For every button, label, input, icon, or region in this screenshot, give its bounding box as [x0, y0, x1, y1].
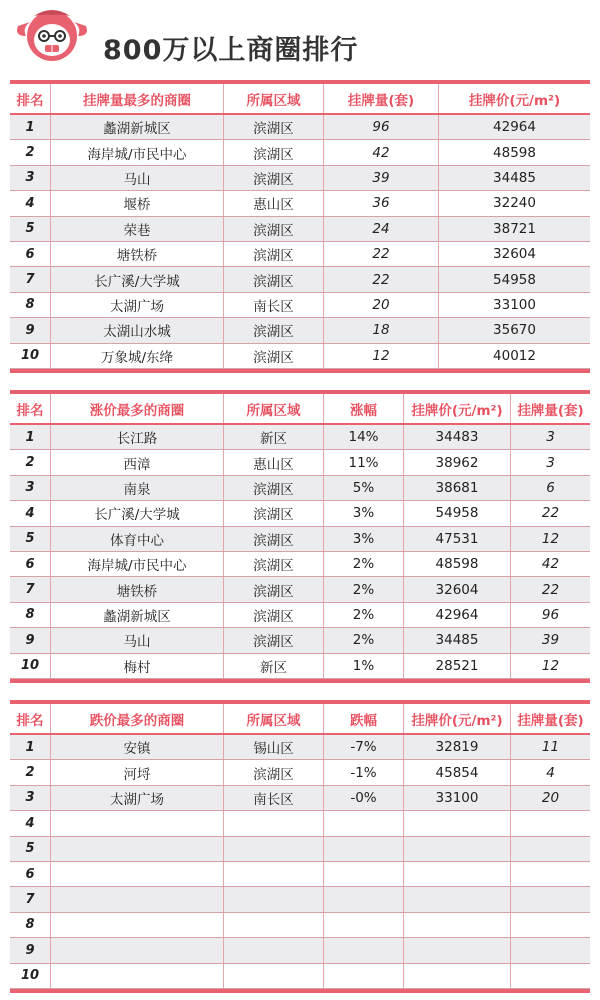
table-cell: 32240 [438, 191, 590, 215]
table-cell: 24 [323, 217, 438, 241]
table-cell: 96 [510, 603, 590, 627]
table-cell [403, 913, 510, 937]
table-bottom-rule [10, 989, 590, 993]
table-cell [50, 964, 223, 988]
table-cell: 2% [323, 577, 403, 601]
table-cell: 12 [510, 654, 590, 678]
table-cell [223, 887, 323, 911]
column-header: 所属区域 [223, 84, 323, 113]
table-cell: 12 [510, 527, 590, 551]
table-cell: 滨湖区 [223, 115, 323, 139]
table-cell: 2% [323, 552, 403, 576]
column-header: 挂牌价(元/m²) [403, 394, 510, 423]
table-row [10, 501, 590, 526]
column-header: 挂牌量(套) [323, 84, 438, 113]
table-header-row [10, 84, 590, 115]
table-cell: 38962 [403, 450, 510, 474]
rank-cell: 3 [25, 170, 35, 186]
table-cell: 长广溪/大学城 [50, 501, 223, 525]
table-cell: 蠡湖新城区 [50, 603, 223, 627]
rank-cell: 2 [25, 765, 35, 781]
table-cell: 滨湖区 [223, 552, 323, 576]
rank-cell: 6 [25, 246, 35, 262]
column-header: 挂牌价(元/m²) [403, 704, 510, 733]
table-cell [510, 887, 590, 911]
table-cell: 22 [510, 577, 590, 601]
table-cell: 22 [510, 501, 590, 525]
table-cell: 惠山区 [223, 450, 323, 474]
table-row [10, 140, 590, 165]
table-cell: 32819 [403, 735, 510, 759]
table-cell [323, 862, 403, 886]
table-cell: 42 [323, 140, 438, 164]
table-header-row [10, 704, 590, 735]
table-cell: 滨湖区 [223, 476, 323, 500]
table-bottom-rule [10, 369, 590, 373]
table-cell: -0% [323, 786, 403, 810]
column-header: 排名 [16, 92, 44, 109]
rank-cell: 8 [25, 917, 35, 933]
rank-cell: 4 [25, 815, 35, 831]
table-cell: 14% [323, 425, 403, 449]
table-cell [510, 964, 590, 988]
rank-cell: 10 [20, 968, 40, 984]
table-row [10, 603, 590, 628]
column-header: 挂牌量(套) [510, 704, 590, 733]
table-cell: 太湖广场 [50, 293, 223, 317]
table-row [10, 577, 590, 602]
rank-cell: 5 [25, 221, 35, 237]
rank-cell: 8 [25, 297, 35, 313]
rank-cell: 10 [20, 348, 40, 364]
table-cell: 滨湖区 [223, 760, 323, 784]
table-row [10, 425, 590, 450]
table-cell: -7% [323, 735, 403, 759]
column-header: 挂牌量(套) [510, 394, 590, 423]
rank-cell: 1 [25, 739, 35, 755]
column-header: 跌幅 [323, 704, 403, 733]
table-cell: 38681 [403, 476, 510, 500]
table-cell [50, 862, 223, 886]
column-header: 涨幅 [323, 394, 403, 423]
table-cell: 18 [323, 318, 438, 342]
table-cell [223, 811, 323, 835]
table-cell [50, 887, 223, 911]
rank-cell: 5 [25, 841, 35, 857]
table-cell: 34485 [438, 166, 590, 190]
table-cell: 滨湖区 [223, 501, 323, 525]
table-cell [223, 862, 323, 886]
table-cell [223, 938, 323, 962]
table-cell: 22 [323, 267, 438, 291]
table-cell: 42964 [403, 603, 510, 627]
table-row [10, 527, 590, 552]
rank-cell: 1 [25, 429, 35, 445]
table-cell: 5% [323, 476, 403, 500]
table-cell [403, 862, 510, 886]
table-cell [403, 964, 510, 988]
table-cell [323, 887, 403, 911]
table-header-row [10, 394, 590, 425]
table-cell: 堰桥 [50, 191, 223, 215]
table-cell: 新区 [223, 425, 323, 449]
rank-cell: 6 [25, 866, 35, 882]
table-cell: 滨湖区 [223, 318, 323, 342]
table-cell: 38721 [438, 217, 590, 241]
table-cell: 96 [323, 115, 438, 139]
table-cell [403, 811, 510, 835]
table-row [10, 654, 590, 679]
column-header: 跌价最多的商圈 [50, 704, 223, 733]
table-cell: 海岸城/市民中心 [50, 140, 223, 164]
table-cell: 南长区 [223, 786, 323, 810]
table-row [10, 628, 590, 653]
table-cell: 滨湖区 [223, 603, 323, 627]
table-cell: 西漳 [50, 450, 223, 474]
listing-count-table [10, 80, 590, 373]
table-cell: 33100 [438, 293, 590, 317]
table-cell: 惠山区 [223, 191, 323, 215]
table-cell: 28521 [403, 654, 510, 678]
table-row [10, 115, 590, 140]
table-cell: 长江路 [50, 425, 223, 449]
table-cell: 32604 [438, 242, 590, 266]
table-cell [50, 913, 223, 937]
table-row [10, 293, 590, 318]
rank-cell: 7 [25, 892, 35, 908]
table-cell: 35670 [438, 318, 590, 342]
table-cell: 6 [510, 476, 590, 500]
table-cell: 滨湖区 [223, 267, 323, 291]
table-cell: 20 [510, 786, 590, 810]
price-drop-table [10, 700, 590, 993]
table-cell: 河埒 [50, 760, 223, 784]
table-row [10, 735, 590, 760]
table-row [10, 862, 590, 887]
table-cell [403, 837, 510, 861]
table-row [10, 242, 590, 267]
table-cell [403, 938, 510, 962]
page-title: 800万以上商圈排行 [103, 35, 359, 66]
table-cell: 3% [323, 527, 403, 551]
table-cell: 34485 [403, 628, 510, 652]
table-cell: 南长区 [223, 293, 323, 317]
table-cell: 54958 [438, 267, 590, 291]
rank-cell: 4 [25, 195, 35, 211]
table-cell [510, 862, 590, 886]
column-header: 挂牌量最多的商圈 [50, 84, 223, 113]
table-row [10, 191, 590, 216]
table-row [10, 267, 590, 292]
rank-cell: 6 [25, 556, 35, 572]
table-cell: 47531 [403, 527, 510, 551]
table-row [10, 811, 590, 836]
table-cell [223, 837, 323, 861]
table-cell: 34483 [403, 425, 510, 449]
column-header: 排名 [16, 712, 44, 729]
rank-cell: 8 [25, 607, 35, 623]
table-cell: 11 [510, 735, 590, 759]
table-cell: 11% [323, 450, 403, 474]
table-row [10, 938, 590, 963]
table-cell: 22 [323, 242, 438, 266]
table-cell: 滨湖区 [223, 344, 323, 368]
column-header: 所属区域 [223, 394, 323, 423]
table-cell [510, 938, 590, 962]
mascot-logo-icon [12, 6, 92, 68]
table-cell [510, 913, 590, 937]
table-cell [403, 887, 510, 911]
table-cell: 荣巷 [50, 217, 223, 241]
table-row [10, 964, 590, 989]
rank-cell: 1 [25, 119, 35, 135]
table-cell: 滨湖区 [223, 217, 323, 241]
table-cell: 12 [323, 344, 438, 368]
table-row [10, 476, 590, 501]
column-header: 排名 [16, 402, 44, 419]
table-cell: 54958 [403, 501, 510, 525]
table-cell: 3 [510, 425, 590, 449]
table-cell: 2% [323, 603, 403, 627]
table-cell: 1% [323, 654, 403, 678]
table-cell: 滨湖区 [223, 628, 323, 652]
table-cell: 马山 [50, 166, 223, 190]
table-cell: 42 [510, 552, 590, 576]
table-cell: 太湖山水城 [50, 318, 223, 342]
table-cell [223, 964, 323, 988]
table-cell: 滨湖区 [223, 140, 323, 164]
table-cell [323, 837, 403, 861]
table-bottom-rule [10, 679, 590, 683]
table-cell: 39 [323, 166, 438, 190]
table-cell: 南泉 [50, 476, 223, 500]
table-cell: 蠡湖新城区 [50, 115, 223, 139]
table-cell: 20 [323, 293, 438, 317]
table-cell: 45854 [403, 760, 510, 784]
table-cell: 滨湖区 [223, 242, 323, 266]
table-cell [50, 811, 223, 835]
table-cell: 太湖广场 [50, 786, 223, 810]
table-cell: 安镇 [50, 735, 223, 759]
rank-cell: 3 [25, 480, 35, 496]
table-cell: 万象城/东绛 [50, 344, 223, 368]
table-cell: 滨湖区 [223, 166, 323, 190]
table-cell: 3 [510, 450, 590, 474]
table-cell: 新区 [223, 654, 323, 678]
table-cell [323, 913, 403, 937]
table-row [10, 552, 590, 577]
table-cell: 36 [323, 191, 438, 215]
rank-cell: 9 [25, 942, 35, 958]
rank-cell: 10 [20, 658, 40, 674]
table-cell: 塘铁桥 [50, 577, 223, 601]
column-header: 涨价最多的商圈 [50, 394, 223, 423]
table-cell [510, 811, 590, 835]
table-row [10, 786, 590, 811]
table-cell: 33100 [403, 786, 510, 810]
table-cell: 滨湖区 [223, 527, 323, 551]
rank-cell: 2 [25, 455, 35, 471]
table-cell: 3% [323, 501, 403, 525]
table-cell [223, 913, 323, 937]
page-header [0, 0, 600, 72]
table-row [10, 837, 590, 862]
table-cell: 滨湖区 [223, 577, 323, 601]
rank-cell: 2 [25, 145, 35, 161]
column-header: 所属区域 [223, 704, 323, 733]
table-cell: 48598 [438, 140, 590, 164]
table-cell: 长广溪/大学城 [50, 267, 223, 291]
table-row [10, 913, 590, 938]
table-cell: 马山 [50, 628, 223, 652]
table-cell [50, 837, 223, 861]
rank-cell: 9 [25, 632, 35, 648]
table-cell [323, 811, 403, 835]
table-cell: 39 [510, 628, 590, 652]
table-cell: 40012 [438, 344, 590, 368]
table-cell [50, 938, 223, 962]
column-header: 挂牌价(元/m²) [438, 84, 590, 113]
table-cell [323, 964, 403, 988]
rank-cell: 9 [25, 322, 35, 338]
table-row [10, 887, 590, 912]
table-row [10, 318, 590, 343]
rank-cell: 4 [25, 505, 35, 521]
table-cell: 48598 [403, 552, 510, 576]
table-cell: 2% [323, 628, 403, 652]
table-row [10, 344, 590, 369]
price-rise-table [10, 390, 590, 683]
table-row [10, 166, 590, 191]
table-cell: 4 [510, 760, 590, 784]
rank-cell: 3 [25, 790, 35, 806]
table-cell: 海岸城/市民中心 [50, 552, 223, 576]
table-row [10, 450, 590, 475]
table-cell [323, 938, 403, 962]
table-cell [510, 837, 590, 861]
table-cell: 体育中心 [50, 527, 223, 551]
table-row [10, 217, 590, 242]
table-cell: 梅村 [50, 654, 223, 678]
rank-cell: 7 [25, 272, 35, 288]
table-row [10, 760, 590, 785]
table-cell: 42964 [438, 115, 590, 139]
table-cell: -1% [323, 760, 403, 784]
table-cell: 32604 [403, 577, 510, 601]
rank-cell: 7 [25, 582, 35, 598]
table-cell: 锡山区 [223, 735, 323, 759]
table-cell: 塘铁桥 [50, 242, 223, 266]
rank-cell: 5 [25, 531, 35, 547]
